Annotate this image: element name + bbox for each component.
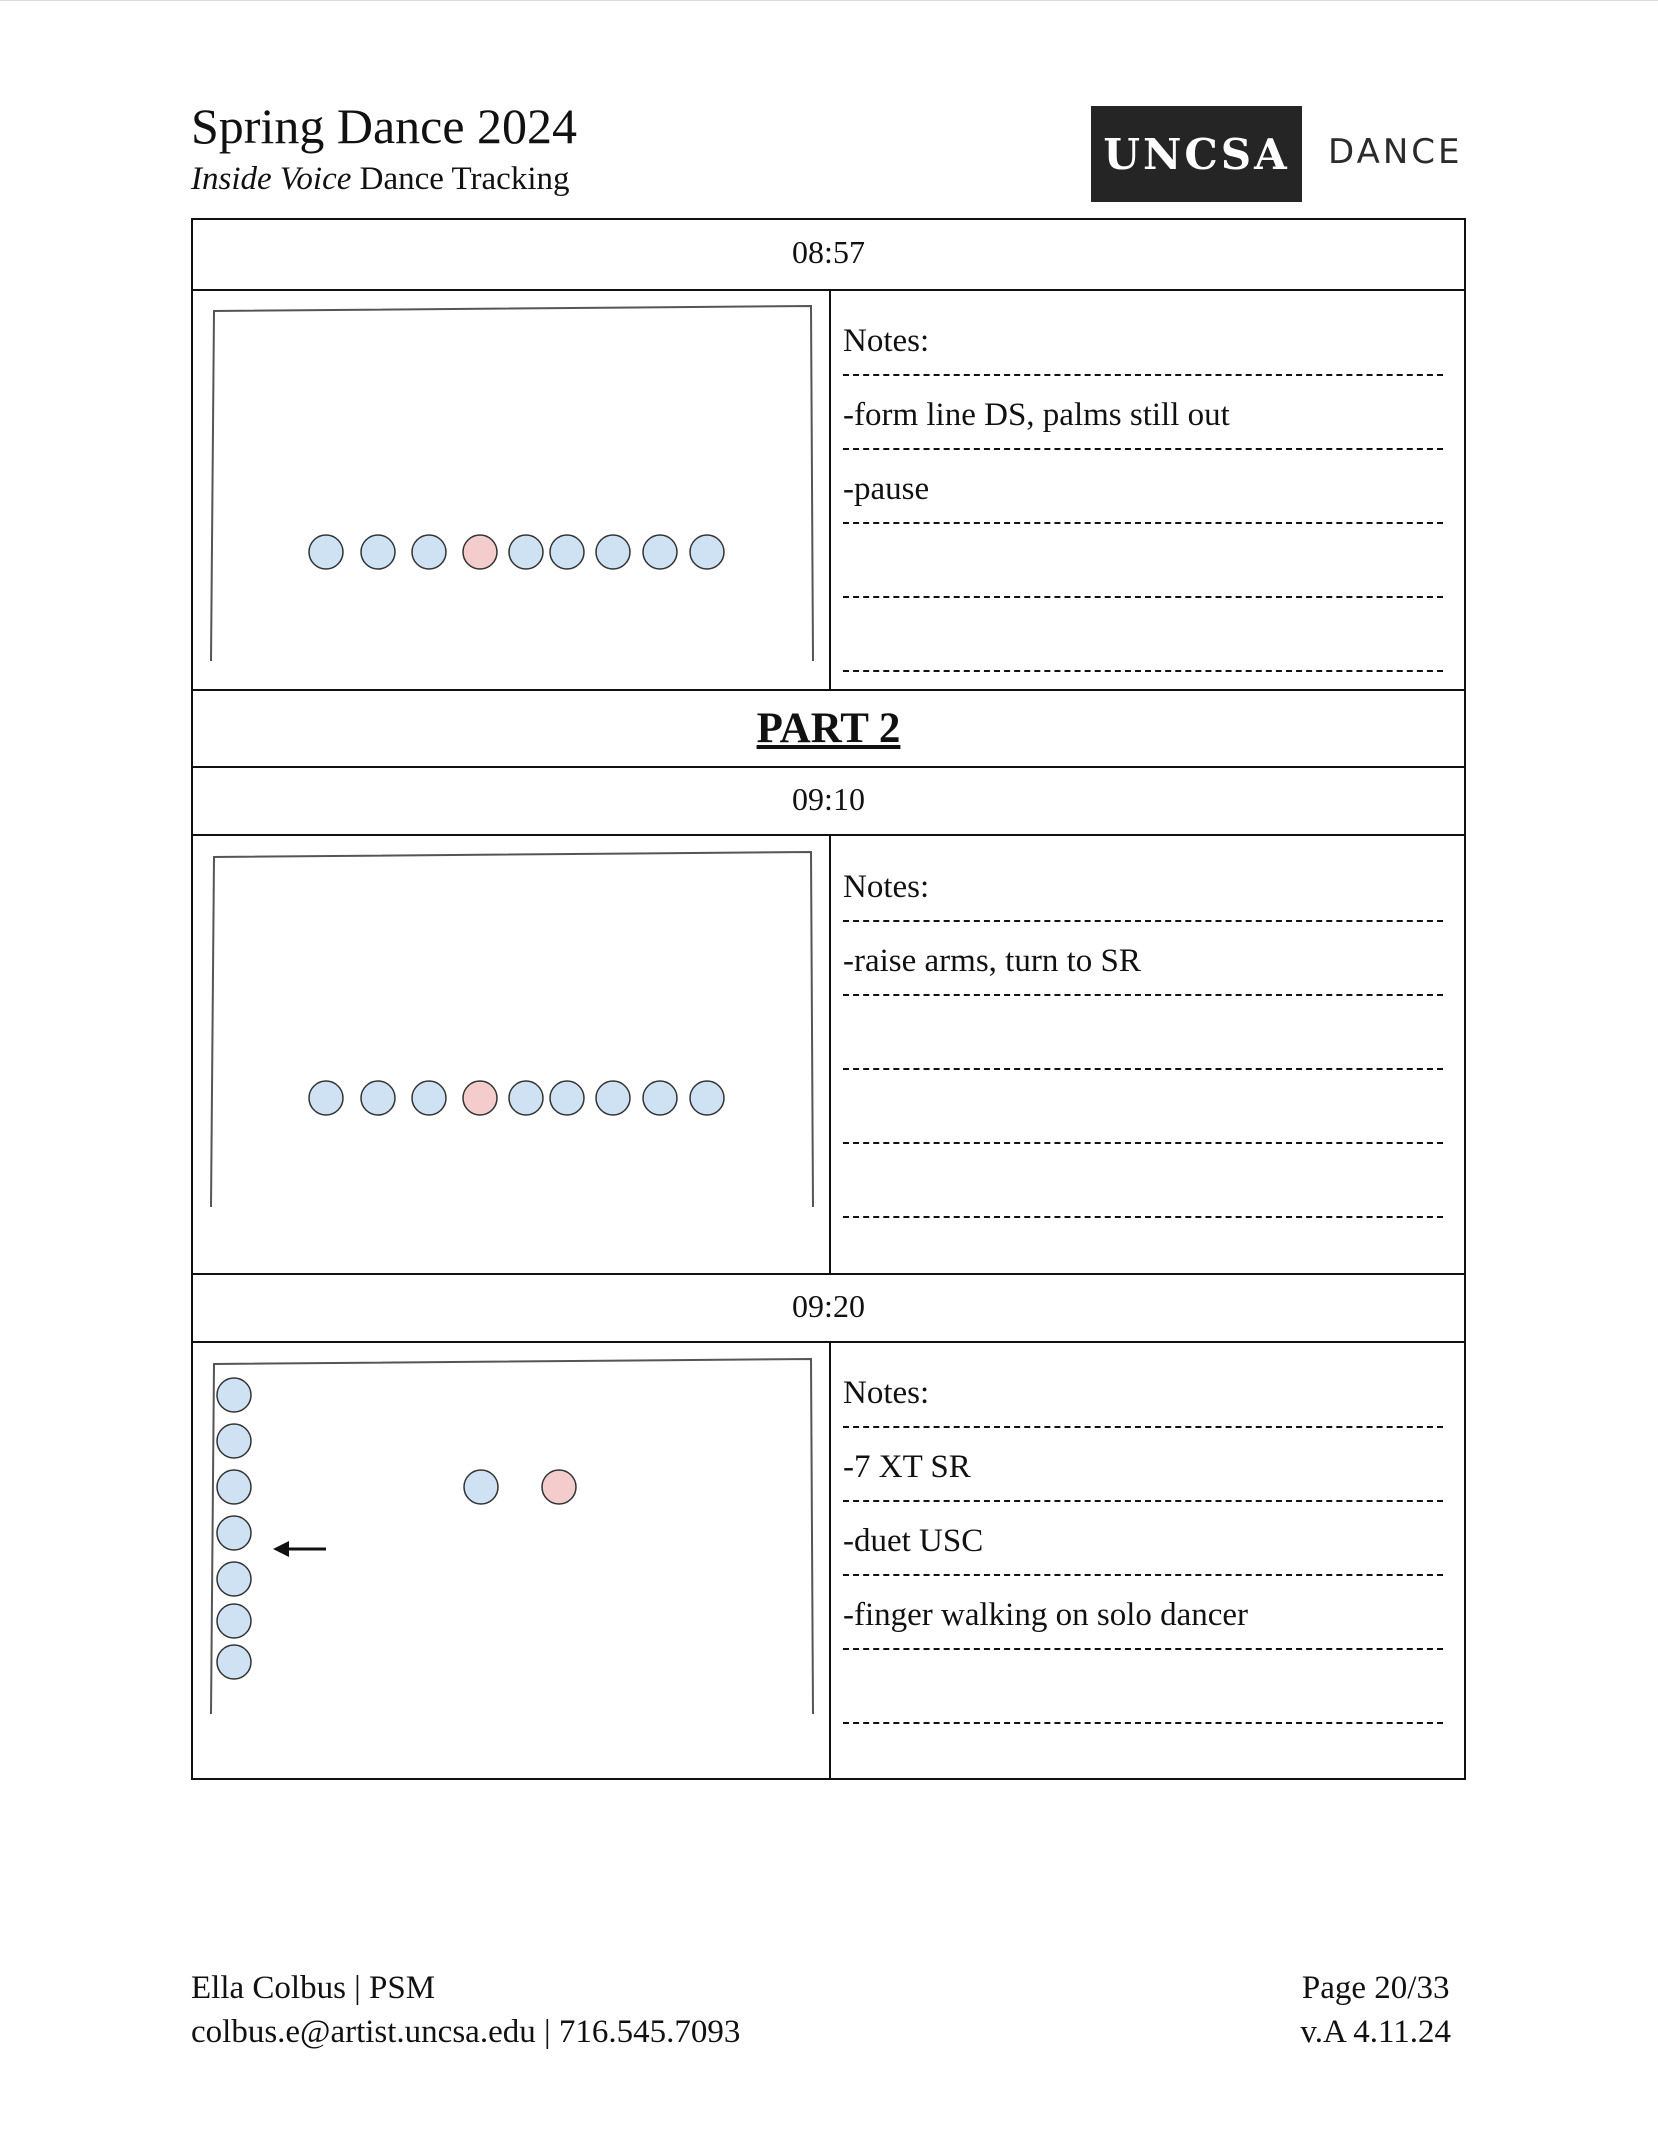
notes-header [843, 302, 1443, 376]
note-line [843, 450, 1443, 524]
dancer-marker [361, 1081, 395, 1115]
note-rule [843, 670, 1443, 672]
part-heading: PART 2 [756, 705, 901, 752]
dancer-marker [217, 1424, 251, 1458]
footer-name-role: Ella Colbus | PSM [191, 1970, 436, 2006]
note-line [843, 1070, 1443, 1144]
solo-dancer-marker [463, 1081, 497, 1115]
note-rule [843, 1722, 1443, 1724]
note-line [843, 1650, 1443, 1724]
dancer-marker [596, 535, 630, 569]
note-line [843, 598, 1443, 672]
arrow-left-icon [273, 1541, 326, 1557]
dancer-marker [217, 1562, 251, 1596]
row-divider [193, 1273, 1464, 1275]
note-line [843, 524, 1443, 598]
solo-dancer-marker [542, 1470, 576, 1504]
notes-header [843, 1354, 1443, 1428]
stage-outline [211, 1359, 813, 1714]
note-line [843, 1428, 1443, 1502]
notes-label: Notes: [843, 869, 930, 905]
note-rule [843, 1216, 1443, 1218]
document-title: Spring Dance 2024 [191, 98, 578, 154]
stage-outline [211, 852, 813, 1207]
footer-page-info [1300, 1966, 1451, 2054]
note-line [843, 996, 1443, 1070]
page-number: Page 20/33 [1301, 1970, 1450, 2006]
footer-email-phone: colbus.e@artist.uncsa.edu | 716.545.7093 [191, 2014, 741, 2050]
page-top-edge [0, 0, 1658, 1]
note-text: -finger walking on solo dancer [843, 1597, 1249, 1633]
column-divider [829, 834, 831, 1273]
dancer-marker [217, 1604, 251, 1638]
dancer-marker [412, 1081, 446, 1115]
dancer-marker [509, 535, 543, 569]
row-divider [193, 689, 1464, 691]
tracking-sheet [191, 218, 1466, 1780]
note-text: -pause [843, 471, 930, 507]
note-text: -7 XT SR [843, 1449, 971, 1485]
notes-label: Notes: [843, 323, 930, 359]
note-line [843, 376, 1443, 450]
uncsa-logo: UNCSA [1091, 106, 1302, 202]
stage-svg [211, 306, 816, 666]
note-text: -duet USC [843, 1523, 984, 1559]
show-title: Inside Voice [191, 161, 352, 197]
dancer-marker [309, 535, 343, 569]
dancer-marker [643, 535, 677, 569]
stage-svg [211, 1359, 816, 1719]
row-divider [193, 766, 1464, 768]
version-label: v.A 4.11.24 [1300, 2014, 1451, 2050]
timestamp: 09:10 [792, 781, 865, 817]
column-divider [829, 289, 831, 689]
dancer-marker [217, 1516, 251, 1550]
footer-contact [191, 1966, 740, 2054]
note-text: -form line DS, palms still out [843, 397, 1230, 433]
dancer-marker [643, 1081, 677, 1115]
dancer-marker [550, 535, 584, 569]
dancer-marker [412, 535, 446, 569]
stage-diagram [211, 306, 816, 666]
dancer-marker [690, 535, 724, 569]
dancer-marker [464, 1470, 498, 1504]
dancer-marker [217, 1378, 251, 1412]
notes-header [843, 848, 1443, 922]
note-line [843, 1576, 1443, 1650]
stage-svg [211, 852, 816, 1212]
dancer-marker [361, 535, 395, 569]
note-line [843, 1502, 1443, 1576]
dancer-marker [509, 1081, 543, 1115]
dancer-marker [596, 1081, 630, 1115]
dancer-marker [217, 1470, 251, 1504]
stage-outline [211, 306, 813, 661]
dance-logo-text: DANCE [1328, 132, 1463, 172]
notes-label: Notes: [843, 1375, 930, 1411]
note-text: -raise arms, turn to SR [843, 943, 1141, 979]
dancer-marker [309, 1081, 343, 1115]
note-line [843, 922, 1443, 996]
timestamp: 08:57 [792, 234, 865, 270]
dancer-marker [690, 1081, 724, 1115]
timestamp: 09:20 [792, 1288, 865, 1324]
stage-diagram [211, 1359, 816, 1719]
document-subtitle [191, 158, 570, 200]
column-divider [829, 1341, 831, 1780]
dancer-marker [550, 1081, 584, 1115]
subtitle-rest: Dance Tracking [351, 161, 570, 197]
dancer-marker [217, 1645, 251, 1679]
note-line [843, 1144, 1443, 1218]
stage-diagram [211, 852, 816, 1212]
solo-dancer-marker [463, 535, 497, 569]
